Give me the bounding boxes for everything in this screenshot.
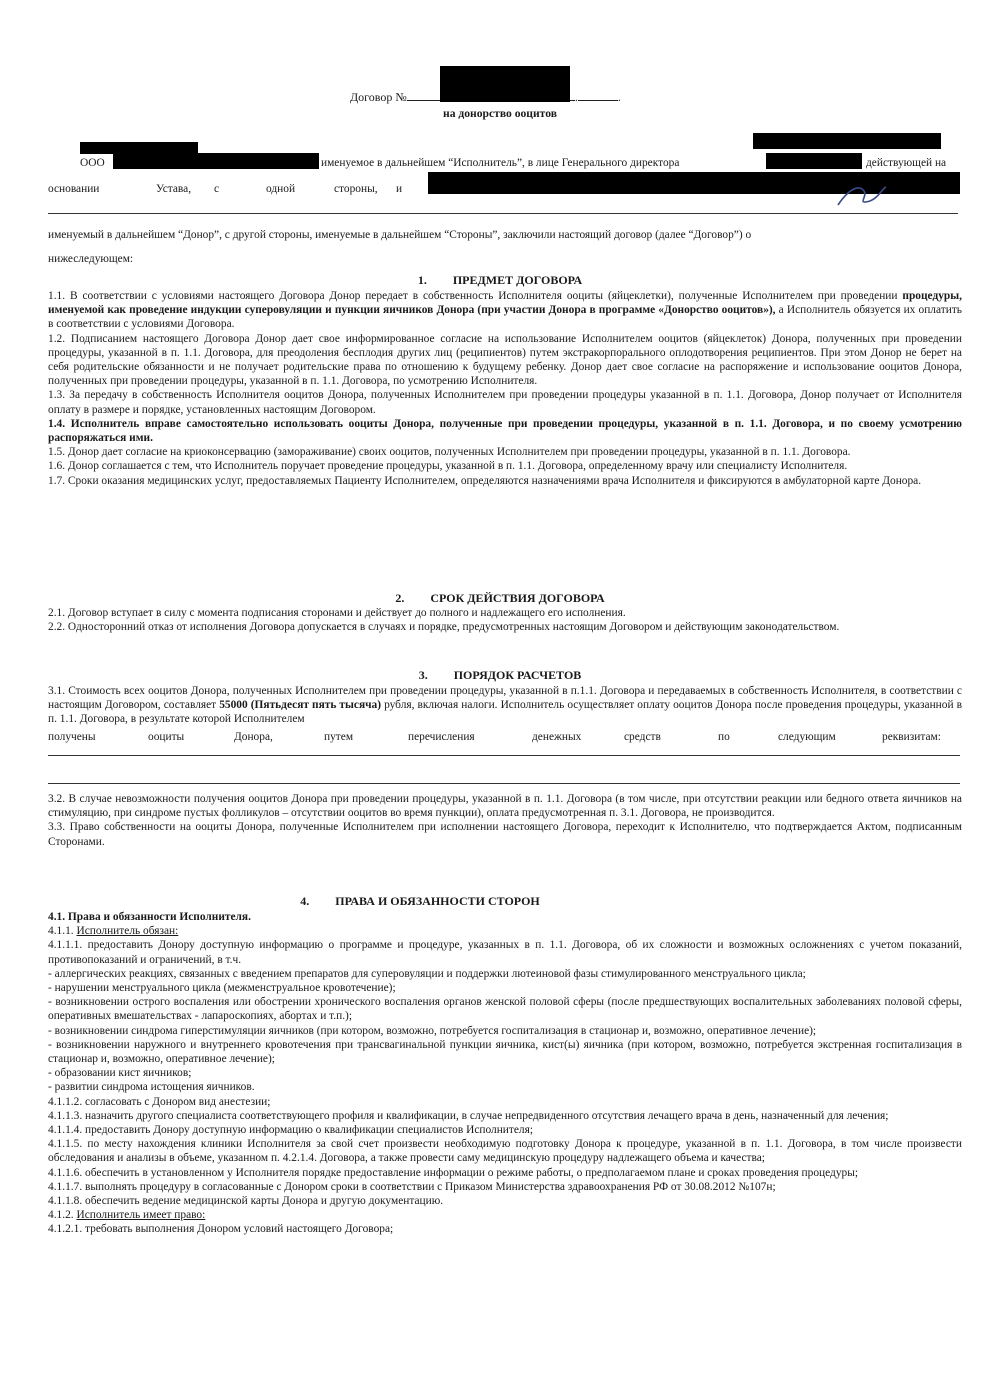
list-item: - образовании кист яичников; (48, 1067, 192, 1080)
section-number: 1. (417, 273, 427, 287)
clause-4-1-1-6: 4.1.1.6. обеспечить в установленном у Исполнителя порядке предоставление информации о режиме работы, о предполагаемом плане и сроках проведения процедуры; (48, 1166, 859, 1179)
section-number: 3. (418, 668, 428, 682)
basis-word: с (214, 183, 220, 195)
section-title: ПРЕДМЕТ ДОГОВОРА (452, 273, 583, 287)
contract-label: Договор № (350, 90, 407, 104)
clause-4-1: 4.1. Права и обязанности Исполнителя. (48, 911, 251, 923)
requisites-blank-line (48, 755, 960, 756)
parties-text-4: нижеследующем: (48, 253, 134, 265)
list-item: - возникновении острого воспаления или обострении хронического воспаления органов женской половой сферы (после предшествующих воспалительных заболеваниях половой сферы, оперативных вмешательствах - лапароскопиях, абортах и т.п.); (48, 996, 962, 1023)
clause-1-7: 1.7. Сроки оказания медицинских услуг, предоставляемых Пациенту Исполнителем, определяются назначениями врача Исполнителя и фиксируются в амбулаторной карте Донора. (48, 474, 922, 487)
handwritten-signature-mark (830, 183, 890, 209)
basis-word: основании (48, 183, 100, 195)
contract-date-blank (578, 88, 618, 101)
contract-subtitle: на донорство ооцитов (443, 107, 557, 120)
redaction-box (113, 153, 319, 169)
clause-4-1-1-1: 4.1.1.1. предоставить Донору доступную информацию о программе и процедуре, указанных в п. 1.1. Договора, об их сложности и возможных осложнениях с учетом показаний, противопоказаний и ограничений, в т.ч. (48, 939, 962, 966)
section-title: СРОК ДЕЙСТВИЯ ДОГОВОРА (430, 591, 605, 605)
clause-4-1-1-4: 4.1.1.4. предоставить Донору доступную информацию о квалификации специалистов Исполнителя; (48, 1124, 534, 1137)
clause-3-3: 3.3. Право собственности на ооциты Донора, полученные Исполнителем при исполнении настоящего Договора, переходит к Исполнителю, что подтверждается Актом, подписанным Сторонами. (48, 821, 962, 848)
clause-2-1: 2.1. Договор вступает в силу с момента подписания сторонами и действует до полного и надлежащего его исполнения. (48, 607, 626, 619)
list-item: - аллергических реакциях, связанных с введением препаратов для суперовуляции и поддержки лютеиновой фазы стимулированного менструального цикла; (48, 967, 806, 980)
redaction-box (440, 66, 570, 102)
clause-3-1: 3.1. Стоимость всех ооцитов Донора, полученных Исполнителем при проведении процедуры, указанной в п.1.1. Договора и передаваемых в собственность Исполнителя, в соответствии с настоящим Договором, составляет 55000 (Пятьдесят пять тысяча) рубля, включая налоги. Исполнитель осуществляет оплату ооцитов Донора после проведения процедуры, указанной в п. 1.1. Договора, в результате которой Исполнителем (48, 685, 962, 726)
clause-4-1-2-1: 4.1.2.1. требовать выполнения Донором условий настоящего Договора; (48, 1223, 394, 1236)
section-number: 2. (395, 591, 405, 605)
contract-page: Договор № . . на донорство ооцитов ООО именуемое в дальнейшем “Исполнитель”, в лице Генерального директора действующей на основании Устава, с одной стороны, и именуемый в дальнейшем “Донор”, с другой стороны, именуемые в дальнейшем “Стороны”, заключили настоящий договор (далее “Договор”) о нижеследующем: 1. ПРЕДМЕТ ДОГОВОРА 1.1. В соответствии с условиями настоящего Договора Донор передает в собственность Исполнителя ооциты (яйцеклетки), полученные Исполнителем при проведении процедуры, именуемой как проведение индукции суперовуляции и пункции яичников Донора (при участии Донора в программе «Донорство ооцитов»), а Исполнитель обязуется их оплатить в соответствии с условиями Договора. 1.2. Подписанием настоящего Договора Донор дает свое информированное согласие на использование Исполнителем ооцитов (яйцеклеток) Донора, полученных при проведении процедуры, указанной в п. 1.1. Договора, для преодоления бесплодия других лиц (реципиентов) путем экстракорпорального оплодотворения реципиентов. При этом Донор не берет на себя родительские обязанности и не получает родительские права по отношению к будущему ребенку. Донор дает свое согласие на распоряжение и использование ооцитов Донора, полученных при проведении процедуры, указанной в п. 1.1. Договора, по усмотрению Исполнителя. 1.3. За передачу в собственность Исполнителя ооцитов Донора, полученных Исполнителем при проведении процедуры указанной в п. 1.1. Договора, Донор получает от Исполнителя оплату в размере и порядке, установленных настоящим Договором. 1.4. Исполнитель вправе самостоятельно использовать ооциты Донора, полученные при проведении процедуры, указанной в п. 1.1. Договора, и по своему усмотрению распоряжаться ими. 1.5. Донор дает согласие на криоконсервацию (замораживание) своих ооцитов, полученных Исполнителем при проведении процедуры, указанной в п. 1.1. Договора. 1.6. Донор соглашается с тем, что Исполнитель поручает проведение процедуры, указанной в п. 1.1. Договора, определенному врачу или специалисту Исполнителя. 1.7. Сроки оказания медицинских услуг, предоставляемых Пациенту Исполнителем, определяются назначениями врача Исполнителя и фиксируются в амбулаторной карте Донора. 2. СРОК ДЕЙСТВИЯ ДОГОВОРА 2.1. Договор вступает в силу с момента подписания сторонами и действует до полного и надлежащего его исполнения. 2.2. Односторонний отказ от исполнения Договора допускается в случаях и порядке, предусмотренных настоящим Договором и действующим законодательством. 3. ПОРЯДОК РАСЧЕТОВ 3.1. Стоимость всех ооцитов Донора, полученных Исполнителем при проведении процедуры, указанной в п.1.1. Договора и передаваемых в собственность Исполнителя, в соответствии с настоящим Договором, составляет 55000 (Пятьдесят пять тысяча) рубля, включая налоги. Исполнитель осуществляет оплату ооцитов Донора после проведения процедуры, указанной в п. 1.1. Договора, в результате которой Исполнителем получены ооциты Донора, путем перечисления денежных средств по следующим реквизитам: 3.2. В случае невозможности получения ооцитов Донора при проведении процедуры, указанной в п. 1.1. Договора (в том числе, при отсутствии реакции или бедного ответа яичников на стимуляцию, при синдроме пустых фолликулов – отсутствии ооцитов во время пункции), оплата предусмотренная п. 3.1. Договора, не производится. 3.3. Право собственности на ооциты Донора, полученные Исполнителем при исполнении настоящего Договора, переходит к Исполнителю, что подтверждается Актом, подписанным Сторонами. 4. ПРАВА И ОБЯЗАННОСТИ СТОРОН 4.1. Права и обязанности Исполнителя. 4.1.1. Исполнитель обязан: 4.1.1.1. предоставить Донору доступную информацию о программе и процедуре, указанных в п. 1.1. Договора, об их сложности и возможных осложнениях с учетом показаний, противопоказаний и ограничений, в т.ч. - аллергических реакциях, связанных с введением препаратов для суперовуляции и поддержки лютеиновой фазы стимулированного менструального цикла; - нарушении менструального цикла (межменструальное кровотечение); - возникновении острого воспаления или обострении хронического воспаления органов женской половой сферы (после предшествующих воспалительных заболеваниях половой сферы, оперативных вмешательствах - лапароскопиях, абортах и т.п.); - возникновении синдрома гиперстимуляции яичников (при котором, возможно, потребуется госпитализация в стационар и, возможно, оперативное лечение); - возникновении наружного и внутреннего кровотечения при трансвагинальной пункции яичника, кист(ы) яичника (при котором, возможно, потребуется экстренная госпитализация в стационар и, возможно, оперативное лечение); - образовании кист яичников; - развитии синдрома истощения яичников. 4.1.1.2. согласовать с Донором вид анестезии; 4.1.1.3. назначить другого специалиста соответствующего профиля и квалификации, в случае непредвиденного отсутствия лечащего врача в день, назначенный для лечения; 4.1.1.4. предоставить Донору доступную информацию о квалификации специалистов Исполнителя; 4.1.1.5. по месту нахождения клиники Исполнителя за свой счет произвести необходимую подготовку Донора к процедуре, указанной в п. 1.1. Договора, в том числе произвести обследования и анализы в объеме, указанном п. 4.2.1.4. Договора, а также провести саму медицинскую процедуру надлежащего объема и качества; 4.1.1.6. обеспечить в установленном у Исполнителя порядке предоставление информации о режиме работы, о предполагаемом плане и сроках проведения процедуры; 4.1.1.7. выполнять процедуру в согласованные с Донором сроки в соответствии с Приказом Министерства здравоохранения РФ от 30.08.2012 №107н; 4.1.1.8. обеспечить ведение медицинской карты Донора и другую документацию. 4.1.2. Исполнитель имеет право: 4.1.2.1. требовать выполнения Донором условий настоящего Договора; (0, 0, 1000, 1400)
clause-4-1-1-5: 4.1.1.5. по месту нахождения клиники Исполнителя за свой счет произвести необходимую подготовку Донора к процедуре, указанной в п. 1.1. Договора, в том числе произвести обследования и анализы в объеме, указанном п. 4.2.1.4. Договора, а также провести саму медицинскую процедуру надлежащего объема и качества; (48, 1138, 962, 1165)
parties-text-1: именуемое в дальнейшем “Исполнитель”, в лице Генерального директора (321, 157, 680, 169)
parties-text-3: именуемый в дальнейшем “Донор”, с другой стороны, именуемые в дальнейшем “Стороны”, заключили настоящий договор (далее “Договор”) о (48, 229, 752, 241)
clause-4-1-1-3: 4.1.1.3. назначить другого специалиста соответствующего профиля и квалификации, в случае непредвиденного отсутствия лечащего врача в день, назначенный для лечения; (48, 1109, 889, 1122)
clause-3-2: 3.2. В случае невозможности получения ооцитов Донора при проведении процедуры, указанной в п. 1.1. Договора (в том числе, при отсутствии реакции или бедного ответа яичников на стимуляцию, при синдроме пустых фолликулов – отсутствии ооцитов во время пункции), оплата предусмотренная п. 3.1. Договора, не производится. (48, 793, 962, 820)
parties-text-2: действующей на (866, 157, 947, 169)
clause-4-1-1: 4.1.1. Исполнитель обязан: (48, 925, 179, 938)
section-title: ПРАВА И ОБЯЗАННОСТИ СТОРОН (335, 894, 540, 908)
list-item: - нарушении менструального цикла (межменструальное кровотечение); (48, 982, 396, 995)
redaction-box (766, 153, 862, 169)
party-name-line (48, 213, 958, 214)
clause-1-4: 1.4. Исполнитель вправе самостоятельно использовать ооциты Донора, полученные при проведении процедуры, указанной в п. 1.1. Договора, и по своему усмотрению распоряжаться ими. (48, 417, 962, 445)
requisites-blank-line (48, 783, 960, 784)
basis-word: Устава, (156, 183, 192, 195)
contract-title: Договор № . . (350, 90, 621, 104)
section-number: 4. (300, 894, 310, 908)
ooo-label: ООО (80, 157, 105, 169)
section-1-body (48, 289, 962, 488)
list-item: - развитии синдрома истощения яичников. (48, 1081, 255, 1094)
clause-1-2: 1.2. Подписанием настоящего Договора Донор дает свое информированное согласие на использование Исполнителем ооцитов (яйцеклеток) Донора, полученных при проведении процедуры, указанной в п. 1.1. Договора, для преодоления бесплодия других лиц (реципиентов) путем экстракорпорального оплодотворения реципиентов. При этом Донор не берет на себя родительские обязанности и не получает родительские права по отношению к будущему ребенку. Донор дает свое согласие на распоряжение и использование ооцитов Донора, полученных при проведении процедуры, указанной в п. 1.1. Договора, по усмотрению Исполнителя. (48, 332, 962, 388)
clause-1-6: 1.6. Донор соглашается с тем, что Исполнитель поручает проведение процедуры, указанной в п. 1.1. Договора, определенному врачу или специалисту Исполнителя. (48, 460, 848, 473)
section-3-clause-1 (48, 684, 962, 727)
section-2-heading (0, 591, 1000, 605)
section-2-body (48, 606, 962, 634)
clause-4-1-1-8: 4.1.1.8. обеспечить ведение медицинской карты Донора и другую документацию. (48, 1195, 444, 1208)
parties-line-1 (80, 156, 105, 170)
section-3-body (48, 792, 962, 849)
clause-4-1-1-2: 4.1.1.2. согласовать с Донором вид анестезии; (48, 1095, 271, 1108)
basis-word: и (396, 183, 403, 195)
clause-4-1-1-7: 4.1.1.7. выполнять процедуру в согласованные с Донором сроки в соответствии с Приказом Министерства здравоохранения РФ от 30.08.2012 №107н; (48, 1180, 776, 1193)
list-item: - возникновении синдрома гиперстимуляции яичников (при котором, возможно, потребуется госпитализация в стационар и, возможно, оперативное лечение); (48, 1024, 817, 1037)
clause-1-5: 1.5. Донор дает согласие на криоконсервацию (замораживание) своих ооцитов, полученных Исполнителем при проведении процедуры, указанной в п. 1.1. Договора. (48, 446, 851, 459)
list-item: - возникновении наружного и внутреннего кровотечения при трансвагинальной пункции яичника, кист(ы) яичника (при котором, возможно, потребуется экстренная госпитализация в стационар и, возможно, оперативное лечение); (48, 1038, 962, 1066)
clause-4-1-2: 4.1.2. Исполнитель имеет право: (48, 1209, 206, 1222)
basis-word: одной (266, 183, 296, 195)
section-4-heading (0, 894, 920, 908)
section-1-heading (0, 273, 1000, 287)
section-4-body (48, 910, 962, 1237)
redaction-box (753, 133, 941, 149)
clause-1-1: 1.1. В соответствии с условиями настоящего Договора Донор передает в собственность Исполнителя ооциты (яйцеклетки), полученные Исполнителем при проведении процедуры, именуемой как проведение индукции суперовуляции и пункции яичников Донора (при участии Донора в программе «Донорство ооцитов»), а Исполнитель обязуется их оплатить в соответствии с условиями Договора. (48, 290, 962, 331)
clause-2-2: 2.2. Односторонний отказ от исполнения Договора допускается в случаях и порядке, предусмотренных настоящим Договором и действующим законодательством. (48, 621, 840, 634)
basis-word: стороны, (334, 183, 378, 195)
section-title: ПОРЯДОК РАСЧЕТОВ (453, 668, 582, 682)
section-3-heading (0, 668, 1000, 682)
clause-1-3: 1.3. За передачу в собственность Исполнителя ооцитов Донора, полученных Исполнителем при проведении процедуры указанной в п. 1.1. Договора, Донор получает от Исполнителя оплату в размере и порядке, установленных настоящим Договором. (48, 389, 962, 416)
